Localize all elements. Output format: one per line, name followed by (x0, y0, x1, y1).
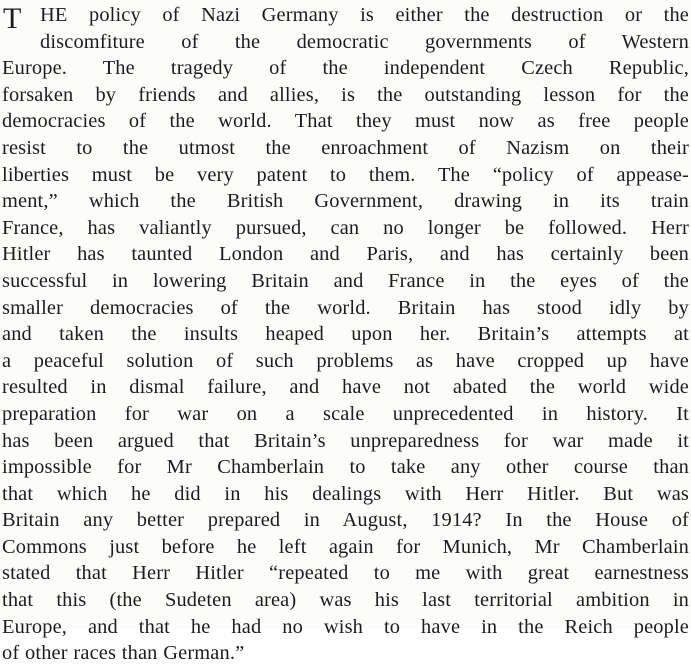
text-line: discomfiture of the democratic governments of Western (40, 30, 689, 53)
text-line: democracies of the world. That they must now as free people (2, 110, 689, 133)
article-text (0, 2, 691, 667)
text-line: smaller democracies of the world. Britain has stood idly by (2, 296, 689, 319)
text-line: that this (the Sudeten area) was his last territorial ambition in (2, 589, 689, 612)
text-line: a peaceful solution of such problems as have cropped up have (2, 349, 689, 372)
text-line: ment,” which the British Government, drawing in its train (2, 190, 689, 213)
text-line: resulted in dismal failure, and have not abated the world wide (2, 376, 689, 399)
text-line: stated that Herr Hitler “repeated to me with great earnestness (2, 562, 689, 585)
text-line: forsaken by friends and allies, is the outstanding lesson for the (2, 83, 689, 106)
text-line: impossible for Mr Chamberlain to take any other course than (2, 456, 689, 479)
text-line: preparation for war on a scale unprecedented in history. It (2, 402, 689, 425)
text-line: resist to the utmost the enroachment of Nazism on their (2, 136, 689, 159)
text-line: Commons just before he left again for Munich, Mr Chamberlain (2, 535, 689, 558)
text-line: liberties must be very patent to them. The “policy of appease- (2, 163, 689, 186)
text-line: has been argued that Britain’s unpreparedness for war made it (2, 429, 689, 452)
text-line: Britain any better prepared in August, 1914? In the House of (2, 509, 689, 532)
text-line: Hitler has taunted London and Paris, and has certainly been (2, 243, 689, 266)
text-line: that which he did in his dealings with Herr Hitler. But was (2, 482, 689, 505)
text-line: successful in lowering Britain and France in the eyes of the (2, 269, 689, 292)
text-line: of other races than German.” (2, 642, 245, 665)
text-line: France, has valiantly pursued, can no longer be followed. Herr (2, 216, 689, 239)
text-line: and taken the insults heaped upon her. Britain’s attempts at (2, 323, 689, 346)
drop-cap: T (3, 2, 22, 35)
text-line: Europe, and that he had no wish to have in the Reich people (2, 615, 689, 638)
text-line: Europe. The tragedy of the independent Czech Republic, (2, 57, 689, 80)
text-line: HE policy of Nazi Germany is either the destruction or the (40, 4, 689, 26)
